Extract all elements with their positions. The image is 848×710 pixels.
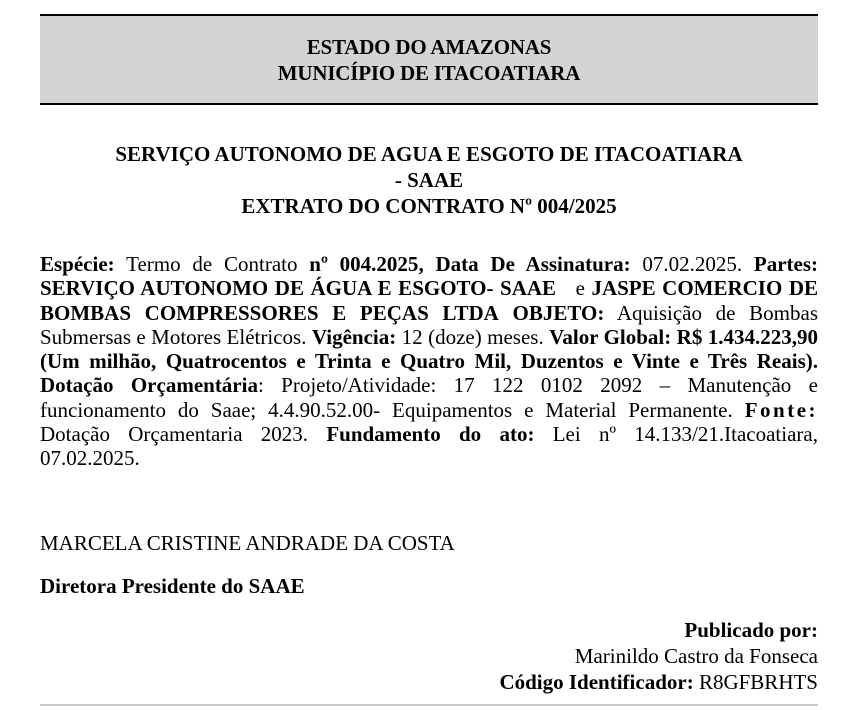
contracted-party: JASPE COMERCIO DE BOMBAS COMPRESSORES E PEÇAS LTDA [40,276,819,325]
vigencia-value: 12 (doze) meses. [401,324,544,349]
publisher-name: Marinildo Castro da Fonseca [574,644,818,668]
fonte-label: Fonte: [744,397,819,422]
fundamento-value: Lei nº 14.133/21.Itacoatiara, 07.02.2025. [40,422,818,471]
identifier-line [400,669,818,695]
contracting-party: SERVIÇO AUTONOMO DE ÁGUA E ESGOTO- SAAE [40,276,557,301]
partes-label: Partes: [753,252,819,276]
dotacao-value: Projeto/Atividade: 17 122 0102 2092 – Manutenção e funcionamento do Saae; 4.4.90.52.00- Equipamentos e Material Permanente. [40,373,818,422]
objeto-label: OBJETO: [512,300,605,325]
conjunction: e [575,276,585,301]
signer-role: Diretora Presidente do SAAE [40,574,305,598]
dotacao-label: Dotação Orçamentária [40,373,258,398]
municipality-name: MUNICÍPIO DE ITACOATIARA [277,60,581,85]
fundamento-label: Fundamento do ato: [326,422,535,447]
document-title [40,141,818,219]
contract-number: nº 004.2025 [309,252,419,276]
identifier-code: R8GFBRHTS [698,670,818,694]
signature-date-label: Data De Assinatura: [435,252,631,276]
especie-value: Termo de Contrato [126,252,298,276]
vigencia-label: Vigência: [311,324,397,349]
fonte-value: Dotação Orçamentaria 2023. [40,422,309,447]
state-name: ESTADO DO AMAZONAS [306,34,552,59]
contract-extract-title: EXTRATO DO CONTRATO Nº 004/2025 [241,194,617,218]
organization-name: SERVIÇO AUTONOMO DE AGUA E ESGOTO DE ITACOATIARA [115,142,743,166]
organization-acronym: - SAAE [394,168,464,192]
objeto-value: Aquisição de Bombas Submersas e Motores Elétricos. [40,300,818,349]
published-by-label: Publicado por: [684,618,818,642]
signature-date-value: 07.02.2025. [642,252,743,276]
header-banner [40,14,818,105]
valor-global-value: R$ 1.434.223,90 (Um milhão, Quatrocentos e Trinta e Quatro Mil, Duzentos e Vinte e Três Reais) [40,324,819,374]
signer-name: MARCELA CRISTINE ANDRADE DA COSTA [40,531,455,555]
footer-divider [40,704,818,706]
valor-global-label: Valor Global: [549,324,672,349]
publication-block [400,617,818,695]
especie-label: Espécie: [40,252,115,276]
contract-body: Espécie: Termo de Contrato nº 004.2025, Data De Assinatura: 07.02.2025. Partes: SERVIÇO AUTONOMO DE ÁGUA E ESGOTO- SAAE e JASPE COMERCIO DE BOMBAS COMPRESSORES E PEÇAS LTDA OBJETO: Aquisição de Bombas Submersas e Motores Elétricos. Vigência: 12 (doze) meses. Valor Global: R$ 1.434.223,90 (Um milhão, Quatrocentos e Trinta e Quatro Mil, Duzentos e Vinte e Três Reais). Dotação Orçamentária: Projeto/Atividade: 17 122 0102 2092 – Manutenção e funcionamento do Saae; 4.4.90.52.00- Equipamentos e Material Permanente. Fonte: Dotação Orçamentaria 2023. Fundamento do ato: Lei nº 14.133/21.Itacoatiara, 07.02.2025. [40,252,819,471]
identifier-label: Código Identificador: [499,670,694,694]
